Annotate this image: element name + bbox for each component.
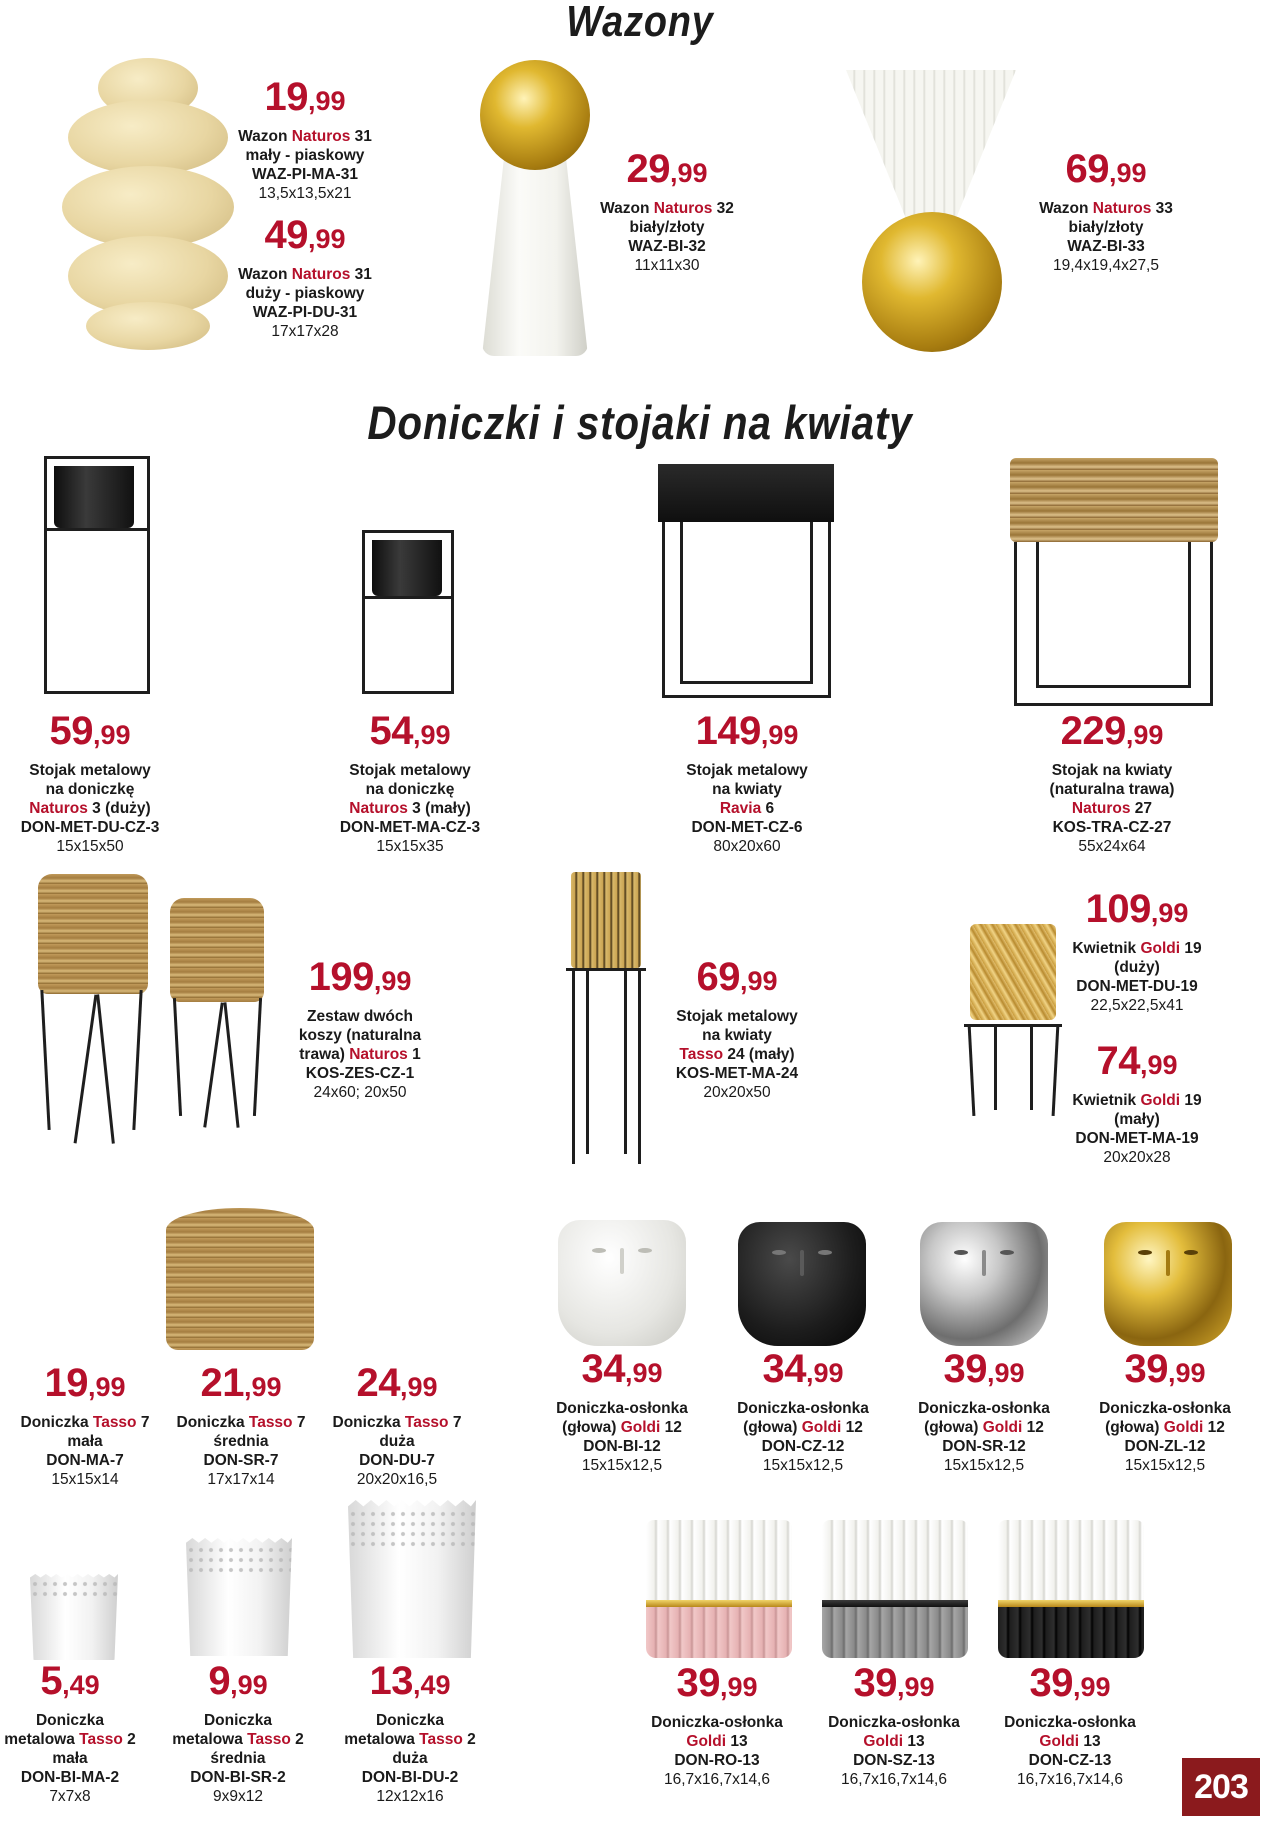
product-name-2: na kwiaty bbox=[702, 1027, 772, 1044]
product-dimensions: 80x20x60 bbox=[713, 838, 781, 855]
brand-name: Goldi bbox=[1163, 1419, 1204, 1436]
product-code: KOS-TRA-CZ-27 bbox=[1052, 819, 1172, 836]
product-brand-line bbox=[632, 1732, 802, 1751]
product-brand-line bbox=[657, 799, 837, 818]
brand-name: Naturos bbox=[29, 800, 88, 817]
name-part: Kwietnik bbox=[1072, 940, 1141, 957]
product-name-2: na kwiaty bbox=[712, 781, 782, 798]
product-don-met-cz-6 bbox=[657, 709, 837, 856]
product-don-sr-12 bbox=[899, 1347, 1069, 1475]
product-waz-pi-ma-31 bbox=[215, 75, 395, 203]
name-part: 12 bbox=[841, 1419, 863, 1436]
price bbox=[899, 1347, 1069, 1397]
tall-metal-stand-image bbox=[40, 456, 150, 694]
name-part: Wazon bbox=[1039, 200, 1093, 217]
price bbox=[657, 709, 837, 759]
name-part: 2 bbox=[122, 1731, 136, 1748]
price-whole: 59 bbox=[49, 709, 93, 753]
price-decimal: ,99 bbox=[307, 86, 346, 116]
price-whole: 54 bbox=[369, 709, 413, 753]
price-whole: 34 bbox=[581, 1347, 625, 1391]
price-whole: 34 bbox=[762, 1347, 806, 1391]
product-variant: średnia bbox=[213, 1433, 269, 1450]
name-part: Doniczka bbox=[20, 1414, 93, 1431]
price bbox=[985, 1661, 1155, 1711]
brand-name: Naturos bbox=[1092, 200, 1152, 217]
large-lace-pot-image bbox=[348, 1500, 476, 1658]
product-don-cz-13 bbox=[985, 1661, 1155, 1789]
name-part: 2 bbox=[462, 1731, 476, 1748]
price-whole: 13 bbox=[369, 1659, 413, 1703]
product-don-bi-12 bbox=[537, 1347, 707, 1475]
product-don-sr-7 bbox=[156, 1361, 326, 1489]
name-part: 6 bbox=[761, 800, 775, 817]
price-decimal: ,99 bbox=[1150, 898, 1189, 928]
name-part: Wazon bbox=[238, 128, 292, 145]
price-decimal: ,99 bbox=[1072, 1672, 1111, 1702]
brand-name: Naturos bbox=[1071, 800, 1131, 817]
product-name bbox=[312, 1413, 482, 1432]
price-decimal: ,99 bbox=[1167, 1358, 1206, 1388]
product-name: Zestaw dwóch bbox=[307, 1008, 413, 1025]
price-decimal: ,99 bbox=[1108, 158, 1147, 188]
product-dimensions: 19,4x19,4x27,5 bbox=[1052, 257, 1159, 274]
brand-name: Tasso bbox=[247, 1731, 291, 1748]
price-whole: 109 bbox=[1085, 887, 1151, 931]
price-whole: 69 bbox=[696, 955, 740, 999]
price bbox=[158, 1659, 318, 1709]
price-decimal: ,99 bbox=[719, 1672, 758, 1702]
product-dimensions: 15x15x35 bbox=[376, 838, 444, 855]
sand-ring-vase-image bbox=[58, 58, 238, 350]
product-name: Doniczka-osłonka bbox=[1099, 1400, 1231, 1417]
product-variant: duży - piaskowy bbox=[245, 285, 365, 302]
product-name: Doniczka bbox=[35, 1712, 105, 1729]
brand-name: Tasso bbox=[79, 1731, 123, 1748]
name-part: 13 bbox=[726, 1733, 748, 1750]
price-decimal: ,99 bbox=[739, 966, 778, 996]
product-brand-line bbox=[270, 1045, 450, 1064]
product-code: DON-BI-DU-2 bbox=[361, 1769, 459, 1786]
product-dimensions: 15x15x12,5 bbox=[762, 1457, 844, 1474]
white-face-pot-image bbox=[558, 1220, 686, 1346]
price-decimal: ,99 bbox=[669, 158, 708, 188]
price bbox=[156, 1361, 326, 1411]
section-title-vases: Wazony bbox=[566, 0, 714, 46]
brand-name: Goldi bbox=[1140, 940, 1181, 957]
black-face-pot-image bbox=[738, 1222, 866, 1346]
product-name: Stojak metalowy bbox=[686, 762, 808, 779]
silver-face-pot-image bbox=[920, 1222, 1048, 1346]
price bbox=[320, 709, 500, 759]
price bbox=[577, 147, 757, 197]
product-dimensions: 22,5x22,5x41 bbox=[1090, 997, 1184, 1014]
product-code: DON-SR-12 bbox=[942, 1438, 1026, 1455]
product-code: DON-BI-12 bbox=[583, 1438, 661, 1455]
product-name bbox=[215, 265, 395, 284]
brand-name: Goldi bbox=[982, 1419, 1023, 1436]
name-part: 27 bbox=[1130, 800, 1153, 817]
product-brand-line bbox=[718, 1418, 888, 1437]
product-waz-bi-33 bbox=[1006, 147, 1206, 275]
name-part: trawa) bbox=[299, 1046, 350, 1063]
product-code: WAZ-BI-33 bbox=[1067, 238, 1145, 255]
product-don-cz-12 bbox=[718, 1347, 888, 1475]
price bbox=[0, 709, 180, 759]
name-part: metalowa bbox=[344, 1731, 420, 1748]
product-name: Doniczka-osłonka bbox=[1004, 1714, 1136, 1731]
name-part: 7 bbox=[136, 1414, 150, 1431]
medium-lace-pot-image bbox=[186, 1538, 292, 1656]
price-whole: 199 bbox=[308, 955, 374, 999]
name-part: 3 (duży) bbox=[87, 800, 151, 817]
brand-name: Naturos bbox=[653, 200, 713, 217]
product-code: DON-ZL-12 bbox=[1124, 1438, 1206, 1455]
product-brand-line bbox=[537, 1418, 707, 1437]
name-part: 19 bbox=[1180, 1092, 1202, 1109]
product-don-ro-13 bbox=[632, 1661, 802, 1789]
product-brand-line bbox=[647, 1045, 827, 1064]
product-dimensions: 15x15x50 bbox=[56, 838, 124, 855]
price bbox=[270, 955, 450, 1005]
product-variant: mała bbox=[52, 1750, 88, 1767]
price-whole: 39 bbox=[1029, 1661, 1073, 1705]
name-part: 7 bbox=[448, 1414, 462, 1431]
product-dimensions: 24x60; 20x50 bbox=[313, 1084, 407, 1101]
product-dimensions: 16,7x16,7x14,6 bbox=[840, 1771, 947, 1788]
product-code: DON-RO-13 bbox=[674, 1752, 760, 1769]
price bbox=[1080, 1347, 1250, 1397]
product-name: Stojak metalowy bbox=[349, 762, 471, 779]
product-variant: średnia bbox=[210, 1750, 266, 1767]
product-dimensions: 16,7x16,7x14,6 bbox=[1016, 1771, 1123, 1788]
price bbox=[1042, 1039, 1232, 1089]
price-whole: 29 bbox=[626, 147, 670, 191]
price-decimal: ,99 bbox=[373, 966, 412, 996]
product-code: DON-BI-SR-2 bbox=[190, 1769, 286, 1786]
product-code: DON-DU-7 bbox=[359, 1452, 435, 1469]
product-name bbox=[577, 199, 757, 218]
price bbox=[632, 1661, 802, 1711]
name-part: (głowa) bbox=[1105, 1419, 1164, 1436]
product-brand-line bbox=[1080, 1418, 1250, 1437]
price-whole: 74 bbox=[1096, 1039, 1140, 1083]
price bbox=[647, 955, 827, 1005]
product-variant: mała bbox=[67, 1433, 103, 1450]
brand-name: Goldi bbox=[863, 1733, 904, 1750]
page-number: 203 bbox=[1182, 1758, 1260, 1816]
pleated-gold-vase-image bbox=[846, 70, 1016, 352]
product-name: Doniczka-osłonka bbox=[737, 1400, 869, 1417]
pink-ribbed-pot-image bbox=[646, 1520, 792, 1658]
brand-name: Tasso bbox=[248, 1414, 293, 1431]
price bbox=[1022, 709, 1202, 759]
price-decimal: ,49 bbox=[62, 1670, 100, 1700]
wicker-box-stand-image bbox=[1004, 458, 1224, 706]
product-variant: duża bbox=[379, 1433, 415, 1450]
product-dimensions: 7x7x8 bbox=[49, 1788, 91, 1805]
brand-name: Goldi bbox=[1140, 1092, 1181, 1109]
product-code: DON-CZ-13 bbox=[1028, 1752, 1112, 1769]
price bbox=[1006, 147, 1206, 197]
price-whole: 39 bbox=[943, 1347, 987, 1391]
product-dimensions: 13,5x13,5x21 bbox=[258, 185, 352, 202]
price-decimal: ,99 bbox=[760, 720, 799, 750]
product-code: KOS-ZES-CZ-1 bbox=[305, 1065, 415, 1082]
price-whole: 24 bbox=[356, 1361, 400, 1405]
product-dimensions: 9x9x12 bbox=[213, 1788, 263, 1805]
price-whole: 19 bbox=[264, 75, 308, 119]
product-brand-line bbox=[1022, 799, 1202, 818]
name-part: Kwietnik bbox=[1072, 1092, 1141, 1109]
brand-name: Goldi bbox=[1039, 1733, 1080, 1750]
product-brand-line bbox=[985, 1732, 1155, 1751]
product-name: Doniczka-osłonka bbox=[651, 1714, 783, 1731]
product-kos-met-ma-24 bbox=[647, 955, 827, 1102]
price-decimal: ,49 bbox=[412, 1670, 451, 1700]
product-name bbox=[0, 1413, 170, 1432]
brand-name: Tasso bbox=[92, 1414, 137, 1431]
name-part: Wazon bbox=[238, 266, 292, 283]
price bbox=[215, 75, 395, 125]
price-whole: 21 bbox=[200, 1361, 244, 1405]
name-part: metalowa bbox=[4, 1731, 80, 1748]
product-code: WAZ-BI-32 bbox=[628, 238, 706, 255]
price-whole: 229 bbox=[1060, 709, 1126, 753]
price-decimal: ,99 bbox=[896, 1672, 935, 1702]
product-dimensions: 20x20x28 bbox=[1103, 1149, 1171, 1166]
brand-name: Tasso bbox=[679, 1046, 724, 1063]
product-dimensions: 15x15x12,5 bbox=[1124, 1457, 1206, 1474]
name-part: Doniczka bbox=[332, 1414, 405, 1431]
price bbox=[0, 1659, 140, 1709]
product-brand-line bbox=[158, 1730, 318, 1749]
product-dimensions: 12x12x16 bbox=[376, 1788, 444, 1805]
product-don-du-7 bbox=[312, 1361, 482, 1489]
product-name-2: koszy (naturalna bbox=[298, 1027, 422, 1044]
product-name-2: na doniczkę bbox=[45, 781, 135, 798]
price-decimal: ,99 bbox=[92, 720, 131, 750]
product-dimensions: 20x20x50 bbox=[703, 1084, 771, 1101]
name-part: 12 bbox=[1022, 1419, 1044, 1436]
product-name bbox=[1006, 199, 1206, 218]
product-code: DON-MET-MA-19 bbox=[1075, 1130, 1199, 1147]
brand-name: Naturos bbox=[349, 800, 408, 817]
name-part: (głowa) bbox=[743, 1419, 802, 1436]
product-code: DON-MET-MA-CZ-3 bbox=[339, 819, 481, 836]
product-dimensions: 16,7x16,7x14,6 bbox=[663, 1771, 770, 1788]
price-whole: 39 bbox=[1124, 1347, 1168, 1391]
name-part: 3 (mały) bbox=[407, 800, 471, 817]
price bbox=[215, 213, 395, 263]
price-whole: 149 bbox=[695, 709, 761, 753]
price-decimal: ,99 bbox=[87, 1372, 126, 1402]
product-don-sz-13 bbox=[809, 1661, 979, 1789]
brand-name: Ravia bbox=[719, 800, 762, 817]
product-kos-zes-cz-1 bbox=[270, 955, 450, 1102]
price-decimal: ,99 bbox=[805, 1358, 844, 1388]
product-name bbox=[156, 1413, 326, 1432]
price-whole: 69 bbox=[1065, 147, 1109, 191]
product-don-met-du-19 bbox=[1042, 887, 1232, 1015]
product-waz-bi-32 bbox=[577, 147, 757, 275]
product-variant: (mały) bbox=[1114, 1111, 1160, 1128]
product-variant: mały - piaskowy bbox=[245, 147, 365, 164]
brand-name: Tasso bbox=[404, 1414, 449, 1431]
product-name: Doniczka bbox=[203, 1712, 273, 1729]
name-part: 2 bbox=[290, 1731, 304, 1748]
product-code: KOS-MET-MA-24 bbox=[675, 1065, 799, 1082]
name-part: (głowa) bbox=[562, 1419, 621, 1436]
brand-name: Naturos bbox=[349, 1046, 408, 1063]
product-code: DON-BI-MA-2 bbox=[20, 1769, 120, 1786]
product-name-2: na doniczkę bbox=[365, 781, 455, 798]
product-code: DON-MET-CZ-6 bbox=[691, 819, 803, 836]
grey-ribbed-pot-image bbox=[822, 1520, 968, 1658]
product-variant: duża bbox=[392, 1750, 428, 1767]
product-kos-tra-cz-27 bbox=[1022, 709, 1202, 856]
price-whole: 39 bbox=[853, 1661, 897, 1705]
product-name: Stojak na kwiaty bbox=[1051, 762, 1173, 779]
product-dimensions: 15x15x12,5 bbox=[581, 1457, 663, 1474]
product-dimensions: 11x11x30 bbox=[634, 257, 700, 274]
price-decimal: ,99 bbox=[399, 1372, 438, 1402]
wicker-basket-set-image bbox=[24, 870, 274, 1150]
product-name-2: (naturalna trawa) bbox=[1049, 781, 1175, 798]
product-waz-pi-du-31 bbox=[215, 213, 395, 341]
product-brand-line bbox=[320, 799, 500, 818]
product-name bbox=[215, 127, 395, 146]
product-code: DON-SR-7 bbox=[203, 1452, 279, 1469]
product-name bbox=[1042, 1091, 1232, 1110]
product-don-ma-7 bbox=[0, 1361, 170, 1489]
price-whole: 39 bbox=[676, 1661, 720, 1705]
product-code: WAZ-PI-MA-31 bbox=[252, 166, 358, 183]
product-code: DON-MET-DU-CZ-3 bbox=[20, 819, 160, 836]
product-dimensions: 15x15x12,5 bbox=[943, 1457, 1025, 1474]
brand-name: Naturos bbox=[291, 128, 351, 145]
name-part: 31 bbox=[350, 266, 372, 283]
product-code: DON-MET-DU-19 bbox=[1076, 978, 1198, 995]
product-brand-line bbox=[0, 1730, 140, 1749]
price bbox=[537, 1347, 707, 1397]
product-variant: (duży) bbox=[1114, 959, 1160, 976]
price-whole: 9 bbox=[208, 1659, 231, 1703]
wicker-pot-image bbox=[166, 1208, 314, 1350]
name-part: metalowa bbox=[172, 1731, 248, 1748]
name-part: 31 bbox=[350, 128, 372, 145]
name-part: 24 (mały) bbox=[723, 1046, 795, 1063]
name-part: 19 bbox=[1180, 940, 1202, 957]
price-decimal: ,99 bbox=[243, 1372, 282, 1402]
name-part: 7 bbox=[292, 1414, 306, 1431]
name-part: 33 bbox=[1151, 200, 1173, 217]
product-name: Doniczka-osłonka bbox=[828, 1714, 960, 1731]
name-part: Wazon bbox=[600, 200, 654, 217]
price-decimal: ,99 bbox=[1125, 720, 1164, 750]
planter-box-stand-image bbox=[656, 462, 836, 698]
product-dimensions: 55x24x64 bbox=[1078, 838, 1146, 855]
product-dimensions: 17x17x28 bbox=[271, 323, 339, 340]
price-decimal: ,99 bbox=[986, 1358, 1025, 1388]
product-code: DON-SZ-13 bbox=[853, 1752, 935, 1769]
small-lace-pot-image bbox=[30, 1574, 118, 1660]
price-whole: 19 bbox=[44, 1361, 88, 1405]
price-whole: 49 bbox=[264, 213, 308, 257]
name-part: 32 bbox=[712, 200, 734, 217]
product-don-met-du-cz-3 bbox=[0, 709, 180, 856]
price-decimal: ,99 bbox=[1139, 1050, 1178, 1080]
price bbox=[1042, 887, 1232, 937]
brand-name: Tasso bbox=[419, 1731, 463, 1748]
brand-name: Naturos bbox=[291, 266, 351, 283]
product-name: Stojak metalowy bbox=[29, 762, 151, 779]
price bbox=[330, 1659, 490, 1709]
product-code: DON-CZ-12 bbox=[761, 1438, 845, 1455]
product-don-met-ma-19 bbox=[1042, 1039, 1232, 1167]
price bbox=[0, 1361, 170, 1411]
section-title-pots: Doniczki i stojaki na kwiaty bbox=[367, 396, 913, 449]
name-part: 12 bbox=[660, 1419, 682, 1436]
brand-name: Goldi bbox=[686, 1733, 727, 1750]
gold-face-pot-image bbox=[1104, 1222, 1232, 1346]
product-brand-line bbox=[809, 1732, 979, 1751]
name-part: 1 bbox=[407, 1046, 421, 1063]
product-brand-line bbox=[0, 799, 180, 818]
product-name: Doniczka-osłonka bbox=[556, 1400, 688, 1417]
name-part: 13 bbox=[903, 1733, 925, 1750]
product-don-bi-ma-2 bbox=[0, 1659, 140, 1806]
price bbox=[718, 1347, 888, 1397]
product-don-bi-sr-2 bbox=[158, 1659, 318, 1806]
product-brand-line bbox=[330, 1730, 490, 1749]
name-part: 13 bbox=[1079, 1733, 1101, 1750]
product-name: Stojak metalowy bbox=[676, 1008, 798, 1025]
product-code: DON-MA-7 bbox=[46, 1452, 124, 1469]
name-part: (głowa) bbox=[924, 1419, 983, 1436]
name-part: Doniczka bbox=[176, 1414, 249, 1431]
product-variant: biały/złoty bbox=[1068, 219, 1144, 236]
black-ribbed-pot-image bbox=[998, 1520, 1144, 1658]
price bbox=[312, 1361, 482, 1411]
price-decimal: ,99 bbox=[624, 1358, 663, 1388]
product-dimensions: 15x15x14 bbox=[51, 1471, 119, 1488]
brand-name: Goldi bbox=[620, 1419, 661, 1436]
small-metal-stand-image bbox=[362, 530, 454, 694]
product-variant: biały/złoty bbox=[629, 219, 705, 236]
name-part: 12 bbox=[1203, 1419, 1225, 1436]
price-decimal: ,99 bbox=[307, 224, 346, 254]
price-decimal: ,99 bbox=[412, 720, 451, 750]
product-don-bi-du-2 bbox=[330, 1659, 490, 1806]
product-don-zl-12 bbox=[1080, 1347, 1250, 1475]
price bbox=[809, 1661, 979, 1711]
product-name: Doniczka bbox=[375, 1712, 445, 1729]
brand-name: Goldi bbox=[801, 1419, 842, 1436]
product-code: WAZ-PI-DU-31 bbox=[252, 304, 358, 321]
price-decimal: ,99 bbox=[230, 1670, 268, 1700]
product-name: Doniczka-osłonka bbox=[918, 1400, 1050, 1417]
product-dimensions: 20x20x16,5 bbox=[356, 1471, 438, 1488]
price-whole: 5 bbox=[40, 1659, 63, 1703]
product-don-met-ma-cz-3 bbox=[320, 709, 500, 856]
product-brand-line bbox=[899, 1418, 1069, 1437]
product-name bbox=[1042, 939, 1232, 958]
product-dimensions: 17x17x14 bbox=[207, 1471, 275, 1488]
